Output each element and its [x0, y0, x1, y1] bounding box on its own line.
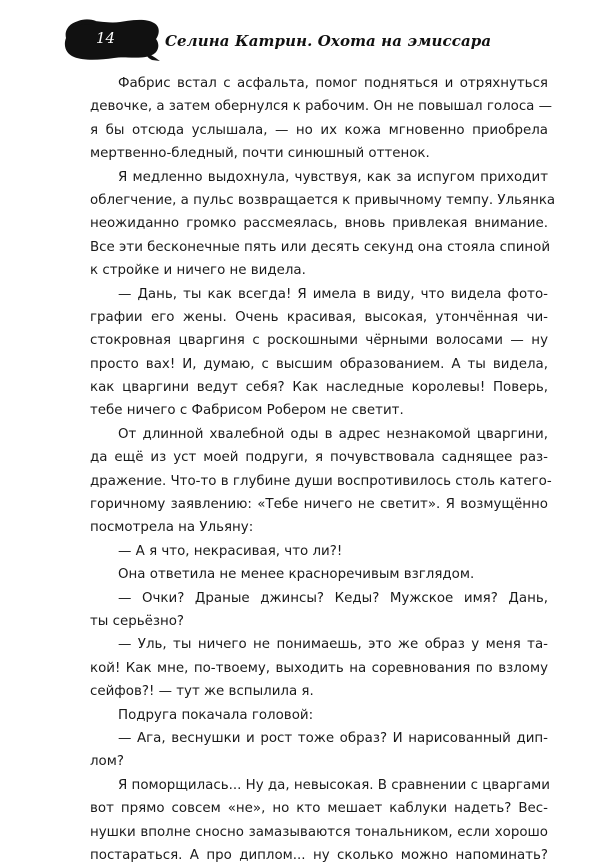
text-line: горичному заявлению: «Тебе ничего не светит». Я возмущённо — [90, 497, 548, 513]
text-line: ты серьёзно? — [90, 613, 185, 629]
text-line: тебе ничего с Фабрисом Робером не светит. — [90, 403, 404, 419]
text-line: вот прямо совсем «не», но кто мешает каблуки надеть? Вес- — [90, 801, 548, 817]
paragraph — [90, 283, 548, 423]
text-line: — Уль, ты ничего не понимаешь, это же образ у меня та- — [118, 637, 548, 653]
paragraph — [90, 72, 553, 166]
paragraph — [90, 423, 552, 540]
text-line: Я медленно выдохнула, чувствуя, как за испугом приходит — [118, 169, 548, 185]
page-number: 14 — [96, 29, 116, 47]
text-line: да ещё из уст моей подруги, я почувствовала саднящее раз- — [90, 450, 548, 466]
text-line: графии его жены. Очень красивая, высокая, утончённая чи- — [90, 309, 548, 325]
text-line: нушки вполне сносно замазываются тональником, если хорошо — [90, 824, 548, 840]
text-line: девочке, а затем обернулся к рабочим. Он не повышал голоса — — [90, 99, 553, 115]
text-line: сейфов?! — тут же вспылила я. — [90, 684, 314, 700]
text-line: лом? — [90, 754, 124, 770]
text-line: просто вах! И, думаю, с высшим образованием. А ты видела, — [90, 356, 548, 372]
text-line: постараться. А про диплом... ну сколько можно напоминать? — [90, 847, 548, 863]
running-head: Селина Катрин. Охота на эмиссара — [165, 32, 492, 50]
text-line: дражение. Что-то в глубине души воспротивилось столь катего- — [90, 473, 552, 489]
text-line: Все эти бесконечные пять или десять секунд она стояла спиной — [90, 239, 551, 255]
text-line: — А я что, некрасивая, что ли?! — [118, 543, 343, 559]
paragraph — [90, 563, 548, 586]
text-line: — Дань, ты как всегда! Я имела в виду, что видела фото- — [118, 286, 548, 302]
paragraph — [90, 704, 548, 727]
paragraph — [90, 540, 548, 563]
text-line: как цваргини ведут себя? Как наследные королевы! Поверь, — [90, 380, 548, 396]
page-header — [0, 0, 600, 80]
text-line: посмотрела на Ульяну: — [90, 520, 254, 536]
paragraph — [90, 633, 548, 703]
body-text — [90, 72, 556, 867]
text-line: стокровная цваргиня с роскошными чёрными волосами — ну — [90, 333, 548, 349]
paragraph — [90, 587, 548, 634]
text-line: мертвенно-бледный, почти синюшный оттенок. — [90, 146, 430, 162]
text-line: к стройке и ничего не видела. — [90, 263, 306, 279]
text-line: кой! Как мне, по-твоему, выходить на соревнования по взлому — [90, 660, 548, 676]
text-line: — Очки? Драные джинсы? Кеды? Мужское имя? Дань, — [118, 590, 548, 606]
text-line: я бы отсюда услышала, — но их кожа мгновенно приобрела — [90, 122, 548, 138]
text-line: Она ответила не менее красноречивым взглядом. — [118, 567, 475, 583]
paragraph — [90, 166, 556, 283]
text-line: Подруга покачала головой: — [118, 707, 314, 723]
text-line: Фабрис встал с асфальта, помог подняться и отряхнуться — [118, 76, 548, 91]
text-line: Я поморщилась... Ну да, невысокая. В сравнении с цваргами — [118, 777, 550, 793]
paragraph — [90, 774, 548, 867]
paragraph — [90, 727, 548, 774]
text-line: От длинной хвалебной оды в адрес незнакомой цваргини, — [118, 426, 548, 442]
text-line: — Ага, веснушки и рост тоже образ? И нарисованный дип- — [118, 730, 548, 746]
text-line: неожиданно громко рассмеялась, вновь привлекая внимание. — [90, 216, 548, 232]
text-line: облегчение, а пульс возвращается к привычному темпу. Ульянка — [90, 192, 556, 208]
